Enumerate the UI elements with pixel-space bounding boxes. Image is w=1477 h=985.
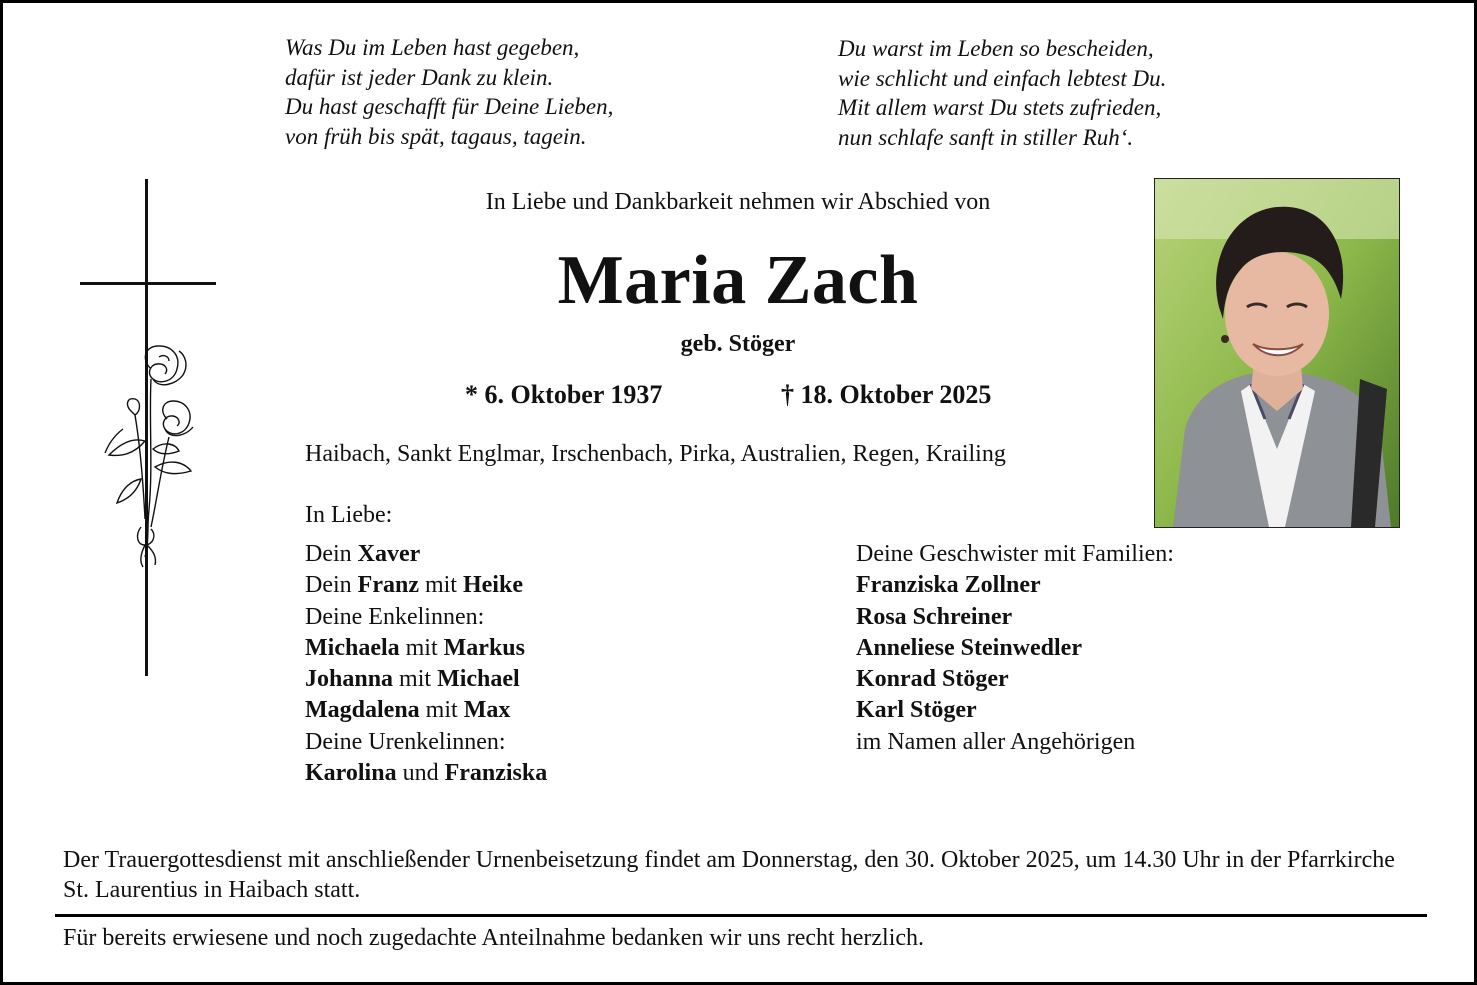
mourner-name: Max (463, 697, 511, 724)
mourners-left-column (305, 539, 547, 789)
thanks-text: Für bereits erwiesene und noch zugedachte Anteilnahme bedanken wir uns recht herzlich. (63, 925, 925, 951)
mourner-name: Franz (357, 572, 419, 599)
mourner-text: Deine Geschwister mit Familien: (856, 541, 1174, 567)
poem-line: dafür ist jeder Dank zu klein. (285, 64, 554, 90)
cross-icon (79, 179, 219, 679)
mourner-name: Michaela (305, 634, 400, 661)
poem-right (838, 34, 1166, 152)
poem-line: Was Du im Leben hast gegeben, (285, 35, 580, 60)
poem-line: von früh bis spät, tagaus, tagein. (285, 123, 587, 149)
funeral-service-text: Der Trauergottesdienst mit anschließender Urnenbeisetzung findet am Donnerstag, den 30. Oktober 2025, um 14.30 Uhr in der Pfarrkirche St. Laurentius in Haibach statt. (63, 847, 1395, 903)
poem-line: nun schlafe sanft in stiller Ruh‘. (838, 124, 1134, 150)
mourner-line (856, 602, 1174, 633)
death-date: † 18. Oktober 2025 (781, 380, 992, 409)
mourner-line (856, 633, 1174, 664)
mourner-line (305, 539, 547, 570)
mourner-text: im Namen aller Angehörigen (856, 728, 1136, 755)
poem-line: Du warst im Leben so bescheiden, (838, 36, 1154, 61)
mourner-text: Deine Enkelinnen: (305, 603, 485, 630)
maiden-name: geb. Stöger (680, 331, 796, 357)
mourner-name: Markus (443, 634, 525, 661)
mourner-name: Anneliese Steinwedler (856, 634, 1082, 661)
mourner-name: Karolina (305, 760, 397, 787)
mourner-line (305, 758, 547, 789)
poem-line: wie schlicht und einfach lebtest Du. (838, 65, 1167, 91)
poem-line: Mit allem warst Du stets zufrieden, (838, 95, 1162, 120)
mourners-right-column (856, 539, 1174, 758)
mourner-name: Michael (437, 666, 520, 693)
mourner-text: mit (418, 572, 463, 599)
mourner-name: Karl Stöger (856, 697, 977, 724)
mourner-line (305, 602, 547, 633)
mourner-text: Deine Urenkelinnen: (305, 728, 506, 755)
mourner-name: Rosa Schreiner (856, 603, 1013, 630)
mourner-line (856, 695, 1174, 726)
mourner-line (305, 633, 547, 664)
divider (55, 914, 1427, 917)
places-line: Haibach, Sankt Englmar, Irschenbach, Pirka, Australien, Regen, Krailing (305, 441, 1006, 467)
mourner-name: Heike (462, 572, 523, 599)
mourner-name: Franziska Zollner (856, 572, 1041, 599)
mourner-text: mit (393, 666, 438, 693)
rose-icon (105, 346, 193, 567)
mourner-text: Dein (305, 541, 358, 567)
in-love-label: In Liebe: (305, 502, 393, 528)
mourner-line (856, 727, 1174, 758)
mourner-line (305, 664, 547, 695)
mourner-line (856, 539, 1174, 570)
mourner-name: Johanna (305, 666, 394, 693)
mourner-text: Dein (305, 572, 358, 599)
mourner-name: Konrad Stöger (856, 666, 1009, 693)
mourner-line (305, 695, 547, 726)
poem-left (285, 33, 613, 151)
mourner-text: mit (399, 634, 444, 661)
poem-line: Du hast geschafft für Deine Lieben, (285, 94, 614, 119)
mourner-text: mit (419, 697, 464, 724)
mourner-name: Xaver (357, 541, 421, 567)
mourner-text: und (396, 760, 445, 787)
mourner-name: Magdalena (305, 697, 420, 724)
portrait-photo (1154, 178, 1400, 528)
birth-date: * 6. Oktober 1937 (465, 380, 663, 409)
intro-text: In Liebe und Dankbarkeit nehmen wir Abschied von (485, 189, 991, 215)
mourner-line (305, 727, 547, 758)
mourner-line (856, 664, 1174, 695)
deceased-name: Maria Zach (557, 242, 919, 319)
mourner-line (305, 570, 547, 601)
mourner-name: Franziska (444, 760, 548, 787)
mourner-line (856, 570, 1174, 601)
